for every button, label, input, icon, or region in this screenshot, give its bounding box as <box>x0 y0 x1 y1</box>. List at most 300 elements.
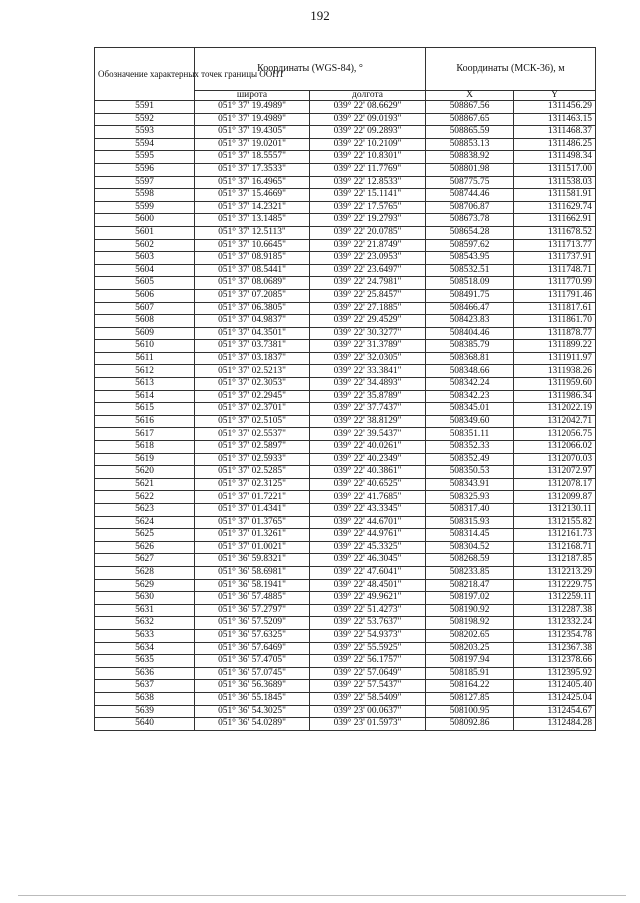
point-number-cell: 5631 <box>95 604 195 617</box>
point-number-cell: 5626 <box>95 541 195 554</box>
y-coordinate-cell: 1312229.75 <box>514 579 596 592</box>
latitude-cell: 051° 37' 04.9837" <box>195 315 310 328</box>
x-coordinate-cell: 508202.65 <box>426 629 514 642</box>
y-coordinate-cell: 1311456.29 <box>514 101 596 114</box>
longitude-cell: 039° 22' 49.9621" <box>310 592 426 605</box>
y-coordinate-cell: 1311468.37 <box>514 126 596 139</box>
y-coordinate-cell: 1312072.97 <box>514 466 596 479</box>
x-coordinate-cell: 508368.81 <box>426 352 514 365</box>
latitude-cell: 051° 37' 02.5897" <box>195 441 310 454</box>
table-row <box>95 315 596 328</box>
point-number-cell: 5623 <box>95 504 195 517</box>
point-number-cell: 5640 <box>95 718 195 731</box>
longitude-cell: 039° 22' 21.8749" <box>310 239 426 252</box>
longitude-cell: 039° 22' 55.5925" <box>310 642 426 655</box>
table-row <box>95 252 596 265</box>
latitude-cell: 051° 37' 07.2085" <box>195 289 310 302</box>
longitude-cell: 039° 22' 23.0953" <box>310 252 426 265</box>
y-coordinate-cell: 1312354.78 <box>514 629 596 642</box>
latitude-cell: 051° 37' 08.5441" <box>195 264 310 277</box>
latitude-cell: 051° 37' 02.5285" <box>195 466 310 479</box>
point-number-cell: 5639 <box>95 705 195 718</box>
table-row <box>95 378 596 391</box>
latitude-cell: 051° 37' 01.3765" <box>195 516 310 529</box>
x-coordinate-cell: 508218.47 <box>426 579 514 592</box>
x-coordinate-cell: 508352.49 <box>426 453 514 466</box>
table-row <box>95 415 596 428</box>
table-row <box>95 101 596 114</box>
x-coordinate-cell: 508491.75 <box>426 289 514 302</box>
latitude-cell: 051° 36' 58.6981" <box>195 566 310 579</box>
table-row <box>95 604 596 617</box>
x-coordinate-cell: 508543.95 <box>426 252 514 265</box>
longitude-cell: 039° 22' 19.2793" <box>310 214 426 227</box>
point-number-cell: 5613 <box>95 378 195 391</box>
latitude-cell: 051° 37' 06.3805" <box>195 302 310 315</box>
point-number-cell: 5634 <box>95 642 195 655</box>
point-number-cell: 5617 <box>95 428 195 441</box>
x-coordinate-cell: 508466.47 <box>426 302 514 315</box>
point-number-cell: 5591 <box>95 101 195 114</box>
table-row <box>95 352 596 365</box>
y-coordinate-cell: 1311959.60 <box>514 378 596 391</box>
point-number-cell: 5609 <box>95 327 195 340</box>
table-row <box>95 239 596 252</box>
point-number-cell: 5612 <box>95 365 195 378</box>
y-coordinate-cell: 1311678.52 <box>514 226 596 239</box>
y-coordinate-cell: 1311911.97 <box>514 352 596 365</box>
y-coordinate-cell: 1312078.17 <box>514 478 596 491</box>
point-number-cell: 5629 <box>95 579 195 592</box>
longitude-cell: 039° 22' 53.7637" <box>310 617 426 630</box>
x-coordinate-cell: 508203.25 <box>426 642 514 655</box>
table-row <box>95 541 596 554</box>
point-number-cell: 5637 <box>95 680 195 693</box>
y-coordinate-cell: 1311861.70 <box>514 315 596 328</box>
x-coordinate-cell: 508532.51 <box>426 264 514 277</box>
point-number-cell: 5636 <box>95 667 195 680</box>
longitude-cell: 039° 22' 57.5437" <box>310 680 426 693</box>
x-coordinate-cell: 508317.40 <box>426 504 514 517</box>
y-coordinate-cell: 1312213.29 <box>514 566 596 579</box>
header-wgs84: Координаты (WGS-84), ° <box>195 48 426 91</box>
x-coordinate-cell: 508351.11 <box>426 428 514 441</box>
table-row <box>95 516 596 529</box>
point-number-cell: 5627 <box>95 554 195 567</box>
y-coordinate-cell: 1311878.77 <box>514 327 596 340</box>
table-row <box>95 126 596 139</box>
y-coordinate-cell: 1311938.26 <box>514 365 596 378</box>
table-row <box>95 629 596 642</box>
y-coordinate-cell: 1311498.34 <box>514 151 596 164</box>
table-row <box>95 655 596 668</box>
x-coordinate-cell: 508350.53 <box>426 466 514 479</box>
x-coordinate-cell: 508190.92 <box>426 604 514 617</box>
y-coordinate-cell: 1311517.00 <box>514 163 596 176</box>
x-coordinate-cell: 508343.91 <box>426 478 514 491</box>
x-coordinate-cell: 508518.09 <box>426 277 514 290</box>
table-row <box>95 365 596 378</box>
y-coordinate-cell: 1312070.03 <box>514 453 596 466</box>
x-coordinate-cell: 508315.93 <box>426 516 514 529</box>
table-row <box>95 340 596 353</box>
longitude-cell: 039° 22' 38.8129" <box>310 415 426 428</box>
table-row <box>95 214 596 227</box>
latitude-cell: 051° 37' 15.4669" <box>195 189 310 202</box>
longitude-cell: 039° 22' 43.3345" <box>310 504 426 517</box>
x-coordinate-cell: 508304.52 <box>426 541 514 554</box>
longitude-cell: 039° 22' 46.3045" <box>310 554 426 567</box>
table-row <box>95 478 596 491</box>
y-coordinate-cell: 1311899.22 <box>514 340 596 353</box>
x-coordinate-cell: 508197.02 <box>426 592 514 605</box>
table-header-row <box>95 48 596 91</box>
x-coordinate-cell: 508865.59 <box>426 126 514 139</box>
table-row <box>95 138 596 151</box>
table-row <box>95 566 596 579</box>
table-row <box>95 113 596 126</box>
longitude-cell: 039° 22' 34.4893" <box>310 378 426 391</box>
page-bottom-divider <box>18 895 626 896</box>
latitude-cell: 051° 37' 19.0201" <box>195 138 310 151</box>
longitude-cell: 039° 22' 58.5409" <box>310 692 426 705</box>
table-body <box>95 101 596 731</box>
point-number-cell: 5638 <box>95 692 195 705</box>
table-row <box>95 491 596 504</box>
longitude-cell: 039° 22' 54.9373" <box>310 629 426 642</box>
longitude-cell: 039° 22' 17.5765" <box>310 201 426 214</box>
longitude-cell: 039° 22' 30.3277" <box>310 327 426 340</box>
latitude-cell: 051° 37' 19.4989" <box>195 113 310 126</box>
y-coordinate-cell: 1311486.25 <box>514 138 596 151</box>
y-coordinate-cell: 1311791.46 <box>514 289 596 302</box>
point-number-cell: 5615 <box>95 403 195 416</box>
latitude-cell: 051° 37' 03.1837" <box>195 352 310 365</box>
table-row <box>95 428 596 441</box>
table-row <box>95 667 596 680</box>
latitude-cell: 051° 37' 02.3701" <box>195 403 310 416</box>
y-coordinate-cell: 1311713.77 <box>514 239 596 252</box>
latitude-cell: 051° 36' 57.6325" <box>195 629 310 642</box>
x-coordinate-cell: 508342.24 <box>426 378 514 391</box>
latitude-cell: 051° 36' 59.8321" <box>195 554 310 567</box>
coordinates-table <box>94 47 596 731</box>
page-number: 192 <box>310 8 330 23</box>
point-number-cell: 5632 <box>95 617 195 630</box>
y-coordinate-cell: 1312022.19 <box>514 403 596 416</box>
latitude-cell: 051° 37' 08.9185" <box>195 252 310 265</box>
point-number-cell: 5614 <box>95 390 195 403</box>
latitude-cell: 051° 37' 19.4305" <box>195 126 310 139</box>
x-coordinate-cell: 508233.85 <box>426 566 514 579</box>
longitude-cell: 039° 22' 24.7981" <box>310 277 426 290</box>
latitude-cell: 051° 37' 02.5537" <box>195 428 310 441</box>
longitude-cell: 039° 22' 40.0261" <box>310 441 426 454</box>
latitude-cell: 051° 36' 57.6469" <box>195 642 310 655</box>
longitude-cell: 039° 22' 56.1757" <box>310 655 426 668</box>
x-coordinate-cell: 508404.46 <box>426 327 514 340</box>
point-number-cell: 5628 <box>95 566 195 579</box>
longitude-cell: 039° 22' 09.0193" <box>310 113 426 126</box>
x-coordinate-cell: 508867.65 <box>426 113 514 126</box>
latitude-cell: 051° 37' 02.2945" <box>195 390 310 403</box>
y-coordinate-cell: 1311662.91 <box>514 214 596 227</box>
header-x: X <box>426 90 514 101</box>
latitude-cell: 051° 37' 02.5105" <box>195 415 310 428</box>
x-coordinate-cell: 508352.33 <box>426 441 514 454</box>
table-row <box>95 642 596 655</box>
y-coordinate-cell: 1311581.91 <box>514 189 596 202</box>
longitude-cell: 039° 22' 09.2893" <box>310 126 426 139</box>
y-coordinate-cell: 1311737.91 <box>514 252 596 265</box>
latitude-cell: 051° 36' 57.5209" <box>195 617 310 630</box>
x-coordinate-cell: 508838.92 <box>426 151 514 164</box>
point-number-cell: 5595 <box>95 151 195 164</box>
point-number-cell: 5592 <box>95 113 195 126</box>
point-number-cell: 5611 <box>95 352 195 365</box>
latitude-cell: 051° 37' 02.5213" <box>195 365 310 378</box>
latitude-cell: 051° 36' 57.4885" <box>195 592 310 605</box>
x-coordinate-cell: 508744.46 <box>426 189 514 202</box>
table-row <box>95 201 596 214</box>
point-number-cell: 5593 <box>95 126 195 139</box>
y-coordinate-cell: 1312042.71 <box>514 415 596 428</box>
latitude-cell: 051° 37' 10.6645" <box>195 239 310 252</box>
longitude-cell: 039° 22' 37.7437" <box>310 403 426 416</box>
latitude-cell: 051° 36' 57.0745" <box>195 667 310 680</box>
table-row <box>95 592 596 605</box>
latitude-cell: 051° 36' 54.0289" <box>195 718 310 731</box>
y-coordinate-cell: 1312395.92 <box>514 667 596 680</box>
y-coordinate-cell: 1312155.82 <box>514 516 596 529</box>
x-coordinate-cell: 508342.23 <box>426 390 514 403</box>
x-coordinate-cell: 508385.79 <box>426 340 514 353</box>
x-coordinate-cell: 508673.78 <box>426 214 514 227</box>
x-coordinate-cell: 508198.92 <box>426 617 514 630</box>
latitude-cell: 051° 37' 19.4989" <box>195 101 310 114</box>
table-row <box>95 403 596 416</box>
longitude-cell: 039° 22' 23.6497" <box>310 264 426 277</box>
table-row <box>95 705 596 718</box>
point-number-cell: 5596 <box>95 163 195 176</box>
header-latitude: широта <box>195 90 310 101</box>
header-point-label: Обозначение характерных точек границы ООПТ <box>95 48 195 101</box>
y-coordinate-cell: 1312405.40 <box>514 680 596 693</box>
y-coordinate-cell: 1312454.67 <box>514 705 596 718</box>
longitude-cell: 039° 22' 12.8533" <box>310 176 426 189</box>
table-row <box>95 441 596 454</box>
table-row <box>95 453 596 466</box>
header-longitude: долгота <box>310 90 426 101</box>
point-number-cell: 5607 <box>95 302 195 315</box>
table-row <box>95 390 596 403</box>
x-coordinate-cell: 508775.75 <box>426 176 514 189</box>
y-coordinate-cell: 1312425.04 <box>514 692 596 705</box>
x-coordinate-cell: 508325.93 <box>426 491 514 504</box>
latitude-cell: 051° 37' 02.3125" <box>195 478 310 491</box>
table-row <box>95 289 596 302</box>
longitude-cell: 039° 22' 29.4529" <box>310 315 426 328</box>
latitude-cell: 051° 36' 58.1941" <box>195 579 310 592</box>
longitude-cell: 039° 22' 44.6701" <box>310 516 426 529</box>
y-coordinate-cell: 1312161.73 <box>514 529 596 542</box>
x-coordinate-cell: 508092.86 <box>426 718 514 731</box>
y-coordinate-cell: 1312066.02 <box>514 441 596 454</box>
x-coordinate-cell: 508345.01 <box>426 403 514 416</box>
longitude-cell: 039° 23' 00.0637" <box>310 705 426 718</box>
point-number-cell: 5618 <box>95 441 195 454</box>
x-coordinate-cell: 508268.59 <box>426 554 514 567</box>
longitude-cell: 039° 22' 08.6629" <box>310 101 426 114</box>
table-row <box>95 692 596 705</box>
x-coordinate-cell: 508127.85 <box>426 692 514 705</box>
y-coordinate-cell: 1311538.03 <box>514 176 596 189</box>
latitude-cell: 051° 36' 55.1845" <box>195 692 310 705</box>
x-coordinate-cell: 508164.22 <box>426 680 514 693</box>
point-number-cell: 5635 <box>95 655 195 668</box>
point-number-cell: 5620 <box>95 466 195 479</box>
x-coordinate-cell: 508867.56 <box>426 101 514 114</box>
y-coordinate-cell: 1311629.74 <box>514 201 596 214</box>
y-coordinate-cell: 1312332.24 <box>514 617 596 630</box>
table-row <box>95 466 596 479</box>
point-number-cell: 5599 <box>95 201 195 214</box>
table-row <box>95 277 596 290</box>
header-y: Y <box>514 90 596 101</box>
y-coordinate-cell: 1312168.71 <box>514 541 596 554</box>
longitude-cell: 039° 22' 35.8789" <box>310 390 426 403</box>
y-coordinate-cell: 1311770.99 <box>514 277 596 290</box>
x-coordinate-cell: 508654.28 <box>426 226 514 239</box>
point-number-cell: 5606 <box>95 289 195 302</box>
point-number-cell: 5604 <box>95 264 195 277</box>
table-row <box>95 189 596 202</box>
longitude-cell: 039° 22' 51.4273" <box>310 604 426 617</box>
x-coordinate-cell: 508801.98 <box>426 163 514 176</box>
longitude-cell: 039° 22' 40.3861" <box>310 466 426 479</box>
longitude-cell: 039° 23' 01.5973" <box>310 718 426 731</box>
latitude-cell: 051° 36' 57.4705" <box>195 655 310 668</box>
x-coordinate-cell: 508348.66 <box>426 365 514 378</box>
y-coordinate-cell: 1312367.38 <box>514 642 596 655</box>
x-coordinate-cell: 508597.62 <box>426 239 514 252</box>
y-coordinate-cell: 1312056.75 <box>514 428 596 441</box>
x-coordinate-cell: 508349.60 <box>426 415 514 428</box>
point-number-cell: 5603 <box>95 252 195 265</box>
point-number-cell: 5625 <box>95 529 195 542</box>
table-row <box>95 504 596 517</box>
latitude-cell: 051° 37' 13.1485" <box>195 214 310 227</box>
longitude-cell: 039° 22' 41.7685" <box>310 491 426 504</box>
table-row <box>95 226 596 239</box>
latitude-cell: 051° 37' 16.4965" <box>195 176 310 189</box>
longitude-cell: 039° 22' 33.3841" <box>310 365 426 378</box>
latitude-cell: 051° 36' 57.2797" <box>195 604 310 617</box>
table-row <box>95 680 596 693</box>
longitude-cell: 039° 22' 25.8457" <box>310 289 426 302</box>
table-row <box>95 718 596 731</box>
point-number-cell: 5619 <box>95 453 195 466</box>
latitude-cell: 051° 37' 01.3261" <box>195 529 310 542</box>
table-row <box>95 579 596 592</box>
longitude-cell: 039° 22' 20.0785" <box>310 226 426 239</box>
y-coordinate-cell: 1312484.28 <box>514 718 596 731</box>
point-number-cell: 5633 <box>95 629 195 642</box>
y-coordinate-cell: 1312259.11 <box>514 592 596 605</box>
longitude-cell: 039° 22' 45.3325" <box>310 541 426 554</box>
x-coordinate-cell: 508100.95 <box>426 705 514 718</box>
y-coordinate-cell: 1311463.15 <box>514 113 596 126</box>
longitude-cell: 039° 22' 27.1885" <box>310 302 426 315</box>
point-number-cell: 5630 <box>95 592 195 605</box>
latitude-cell: 051° 37' 02.5933" <box>195 453 310 466</box>
latitude-cell: 051° 36' 56.3689" <box>195 680 310 693</box>
latitude-cell: 051° 37' 14.2321" <box>195 201 310 214</box>
longitude-cell: 039° 22' 39.5437" <box>310 428 426 441</box>
latitude-cell: 051° 37' 01.4341" <box>195 504 310 517</box>
longitude-cell: 039° 22' 15.1141" <box>310 189 426 202</box>
latitude-cell: 051° 37' 02.3053" <box>195 378 310 391</box>
latitude-cell: 051° 37' 03.7381" <box>195 340 310 353</box>
longitude-cell: 039° 22' 40.2349" <box>310 453 426 466</box>
point-number-cell: 5597 <box>95 176 195 189</box>
x-coordinate-cell: 508197.94 <box>426 655 514 668</box>
y-coordinate-cell: 1312130.11 <box>514 504 596 517</box>
latitude-cell: 051° 37' 08.0689" <box>195 277 310 290</box>
longitude-cell: 039° 22' 48.4501" <box>310 579 426 592</box>
table-row <box>95 176 596 189</box>
x-coordinate-cell: 508853.13 <box>426 138 514 151</box>
point-number-cell: 5624 <box>95 516 195 529</box>
point-number-cell: 5600 <box>95 214 195 227</box>
y-coordinate-cell: 1311748.71 <box>514 264 596 277</box>
latitude-cell: 051° 36' 54.3025" <box>195 705 310 718</box>
longitude-cell: 039° 22' 10.2109" <box>310 138 426 151</box>
latitude-cell: 051° 37' 18.5557" <box>195 151 310 164</box>
longitude-cell: 039° 22' 10.8301" <box>310 151 426 164</box>
table-row <box>95 151 596 164</box>
latitude-cell: 051° 37' 04.3501" <box>195 327 310 340</box>
x-coordinate-cell: 508423.83 <box>426 315 514 328</box>
y-coordinate-cell: 1312287.38 <box>514 604 596 617</box>
x-coordinate-cell: 508185.91 <box>426 667 514 680</box>
table-row <box>95 529 596 542</box>
point-number-cell: 5598 <box>95 189 195 202</box>
point-number-cell: 5594 <box>95 138 195 151</box>
y-coordinate-cell: 1312187.85 <box>514 554 596 567</box>
table-row <box>95 302 596 315</box>
latitude-cell: 051° 37' 01.0021" <box>195 541 310 554</box>
longitude-cell: 039° 22' 11.7769" <box>310 163 426 176</box>
header-msk36: Координаты (МСК-36), м <box>426 48 596 91</box>
point-number-cell: 5621 <box>95 478 195 491</box>
latitude-cell: 051° 37' 17.3533" <box>195 163 310 176</box>
y-coordinate-cell: 1312378.66 <box>514 655 596 668</box>
latitude-cell: 051° 37' 12.5113" <box>195 226 310 239</box>
y-coordinate-cell: 1311817.61 <box>514 302 596 315</box>
point-number-cell: 5616 <box>95 415 195 428</box>
y-coordinate-cell: 1311986.34 <box>514 390 596 403</box>
longitude-cell: 039° 22' 31.3789" <box>310 340 426 353</box>
table-row <box>95 163 596 176</box>
x-coordinate-cell: 508314.45 <box>426 529 514 542</box>
y-coordinate-cell: 1312099.87 <box>514 491 596 504</box>
point-number-cell: 5602 <box>95 239 195 252</box>
longitude-cell: 039° 22' 40.6525" <box>310 478 426 491</box>
longitude-cell: 039° 22' 32.0305" <box>310 352 426 365</box>
table-row <box>95 617 596 630</box>
x-coordinate-cell: 508706.87 <box>426 201 514 214</box>
